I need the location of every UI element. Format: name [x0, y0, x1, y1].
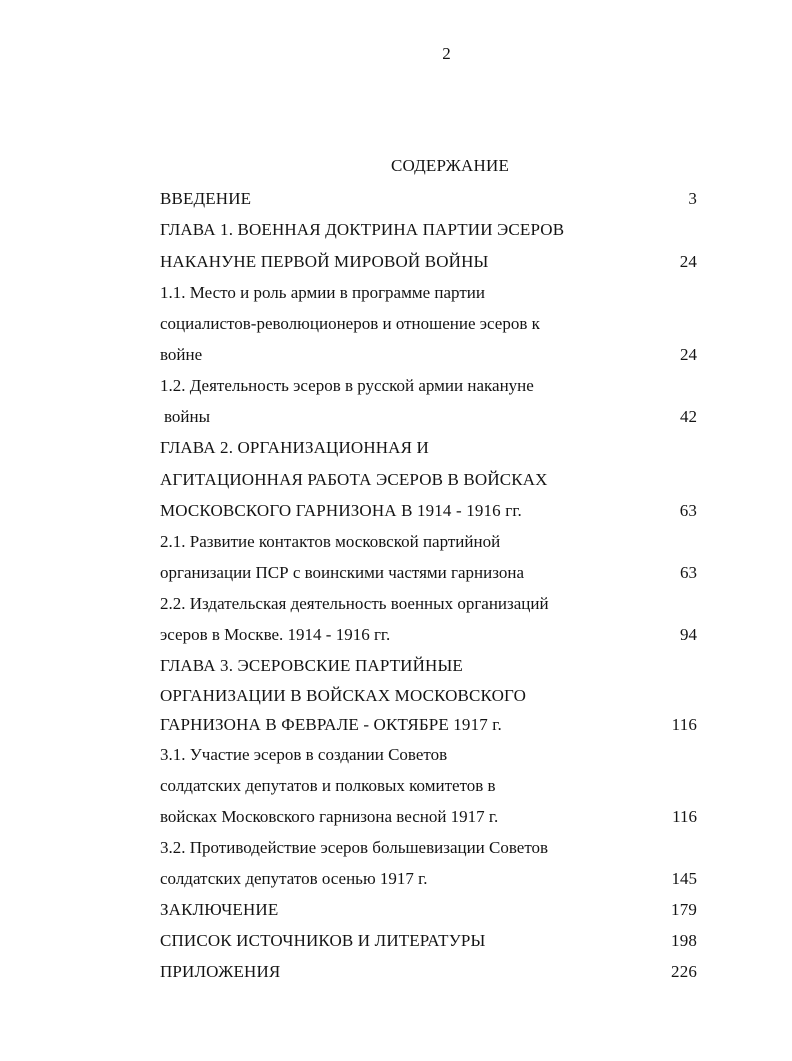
toc-entry-text: войсках Московского гарнизона весной 1917 г. [160, 807, 499, 826]
toc-entry-section-2-1 [160, 526, 705, 557]
toc-entry-text: ГЛАВА 1. ВОЕННАЯ ДОКТРИНА ПАРТИИ ЭСЕРОВ [160, 220, 565, 239]
toc-entry-chapter-3-end [160, 709, 705, 740]
toc-entry-text: 2.1. Развитие контактов московской партийной [160, 532, 501, 551]
toc-entry-page: 94 [680, 625, 697, 644]
toc-entry-introduction [160, 183, 705, 214]
toc-entry-text: ВВЕДЕНИЕ [160, 189, 252, 208]
toc-entry-text: ОРГАНИЗАЦИИ В ВОЙСКАХ МОСКОВСКОГО [160, 686, 527, 705]
toc-entry-text: НАКАНУНЕ ПЕРВОЙ МИРОВОЙ ВОЙНЫ [160, 252, 489, 271]
toc-entry-page: 63 [680, 563, 697, 582]
toc-entry-text: 3.2. Противодействие эсеров большевизации Советов [160, 838, 549, 857]
toc-entry-text: 1.1. Место и роль армии в программе партии [160, 283, 485, 302]
toc-entry-text: эсеров в Москве. 1914 - 1916 гг. [160, 625, 391, 644]
toc-entry-section-3-2-end [160, 863, 705, 894]
toc-entry-section-3-1 [160, 739, 705, 770]
toc-entry-section-2-2-end [160, 619, 705, 650]
toc-entry-chapter-2-end [160, 495, 705, 526]
toc-entry-page: 3 [688, 189, 697, 208]
toc-entry-chapter-3-cont [160, 680, 705, 711]
toc-entry-text: ЗАКЛЮЧЕНИЕ [160, 900, 279, 919]
toc-entry-chapter-2-cont [160, 464, 705, 495]
toc-entry-section-3-2 [160, 832, 705, 863]
toc-entry-section-1-2 [160, 370, 705, 401]
toc-entry-section-2-1-end [160, 557, 705, 588]
toc-entry-text: СПИСОК ИСТОЧНИКОВ И ЛИТЕРАТУРЫ [160, 931, 486, 950]
toc-entry-section-2-2 [160, 588, 705, 619]
toc-entry-text: войне [160, 345, 203, 364]
toc-entry-sources [160, 925, 705, 956]
toc-entry-text: МОСКОВСКОГО ГАРНИЗОНА В 1914 - 1916 гг. [160, 501, 522, 520]
toc-entry-chapter-2 [160, 432, 705, 463]
toc-entry-page: 24 [679, 252, 697, 271]
toc-entry-text: ПРИЛОЖЕНИЯ [160, 962, 281, 981]
toc-entry-page: 63 [679, 501, 697, 520]
toc-entry-page: 116 [672, 807, 697, 826]
toc-entry-chapter-1-cont [160, 246, 705, 277]
toc-entry-chapter-1 [160, 214, 705, 245]
toc-entry-section-1-2-end [160, 401, 705, 432]
toc-entry-text: ГЛАВА 3. ЭСЕРОВСКИЕ ПАРТИЙНЫЕ [160, 656, 463, 675]
toc-entry-section-1-1-cont [160, 308, 705, 339]
page-number: 2 [442, 44, 451, 63]
toc-entry-text: ГЛАВА 2. ОРГАНИЗАЦИОННАЯ И [160, 438, 429, 457]
toc-entry-section-3-1-end [160, 801, 705, 832]
toc-entry-page: 24 [680, 345, 697, 364]
toc-entry-page: 116 [671, 715, 697, 734]
toc-entry-text: солдатских депутатов и полковых комитетов в [160, 776, 496, 795]
toc-entry-text: 3.1. Участие эсеров в создании Советов [160, 745, 448, 764]
toc-entry-text: 1.2. Деятельность эсеров в русской армии накануне [160, 376, 534, 395]
toc-entry-page: 145 [671, 869, 697, 888]
toc-entry-text: АГИТАЦИОННАЯ РАБОТА ЭСЕРОВ В ВОЙСКАХ [160, 470, 548, 489]
toc-entry-appendices [160, 956, 705, 987]
toc-entry-text: ГАРНИЗОНА В ФЕВРАЛЕ - ОКТЯБРЕ 1917 г. [160, 715, 502, 734]
toc-entry-page: 198 [671, 931, 697, 950]
toc-entry-page: 179 [671, 900, 697, 919]
toc-entry-page: 42 [680, 407, 697, 426]
toc-entry-text: 2.2. Издательская деятельность военных организаций [160, 594, 549, 613]
toc-entry-section-1-1-end [160, 339, 705, 370]
toc-entry-section-1-1 [160, 277, 705, 308]
toc-title: СОДЕРЖАНИЕ [390, 156, 510, 175]
toc-entry-section-3-1-cont [160, 770, 705, 801]
toc-entry-text: солдатских депутатов осенью 1917 г. [160, 869, 428, 888]
toc-entry-chapter-3 [160, 650, 705, 681]
toc-entry-conclusion [160, 894, 705, 925]
toc-entry-page: 226 [671, 962, 697, 981]
toc-entry-text: организации ПСР с воинскими частями гарнизона [160, 563, 524, 582]
toc-entry-text: социалистов-революционеров и отношение эсеров к [160, 314, 540, 333]
toc-entry-text: войны [164, 407, 211, 426]
